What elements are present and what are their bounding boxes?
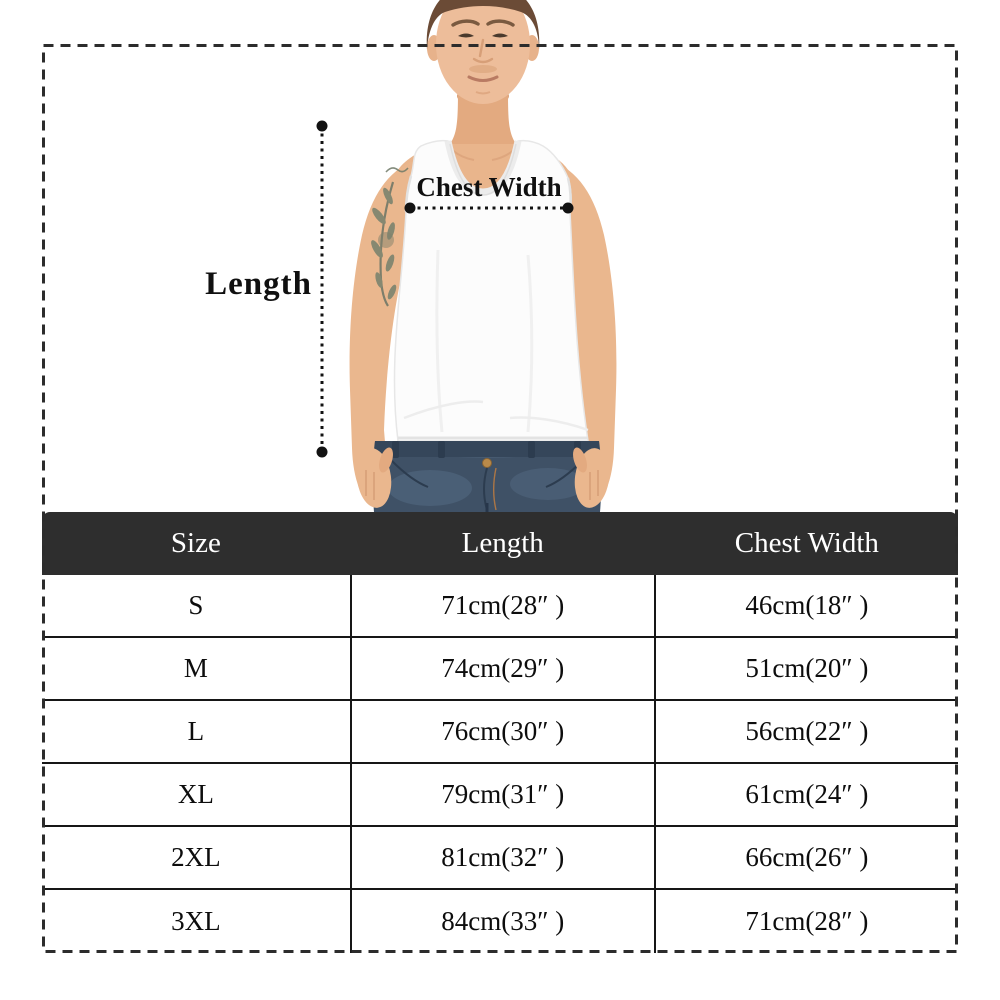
table-row-2xl bbox=[42, 827, 958, 890]
cell-chest-width: 51cm(20″ ) bbox=[745, 653, 869, 683]
cell-length: 71cm(28″ ) bbox=[350, 575, 656, 636]
cell-length: 84cm(33″ ) bbox=[350, 890, 656, 953]
header-size: Size bbox=[170, 527, 221, 559]
model-face bbox=[436, 0, 530, 104]
cell-chest-width: 61cm(24″ ) bbox=[745, 779, 869, 809]
cell-chest-width: 71cm(28″ ) bbox=[745, 906, 869, 936]
cell-length: 79cm(31″ ) bbox=[350, 764, 656, 825]
length-measure-label: Length bbox=[205, 266, 312, 302]
cell-size: S bbox=[188, 590, 204, 620]
cell-length: 74cm(29″ ) bbox=[350, 638, 656, 699]
cell-size: M bbox=[183, 653, 208, 683]
size-table-header-row bbox=[42, 512, 958, 575]
header-chest-width: Chest Width bbox=[734, 527, 879, 559]
table-row-m bbox=[42, 638, 958, 701]
cell-chest-width: 46cm(18″ ) bbox=[745, 590, 869, 620]
cell-length: 81cm(32″ ) bbox=[350, 827, 656, 888]
jeans bbox=[373, 441, 602, 512]
table-row-xl bbox=[42, 764, 958, 827]
cell-size: L bbox=[187, 716, 205, 746]
size-table bbox=[42, 512, 958, 953]
cell-size: XL bbox=[177, 779, 214, 809]
cell-chest-width: 66cm(26″ ) bbox=[745, 842, 869, 872]
table-row-3xl bbox=[42, 890, 958, 953]
chest-width-measure-label: Chest Width bbox=[416, 172, 562, 202]
cell-length: 76cm(30″ ) bbox=[350, 701, 656, 762]
cell-size: 3XL bbox=[171, 906, 221, 936]
table-row-l bbox=[42, 701, 958, 764]
cell-size: 2XL bbox=[171, 842, 221, 872]
cell-chest-width: 56cm(22″ ) bbox=[745, 716, 869, 746]
table-row-s bbox=[42, 575, 958, 638]
header-length: Length bbox=[461, 527, 544, 559]
